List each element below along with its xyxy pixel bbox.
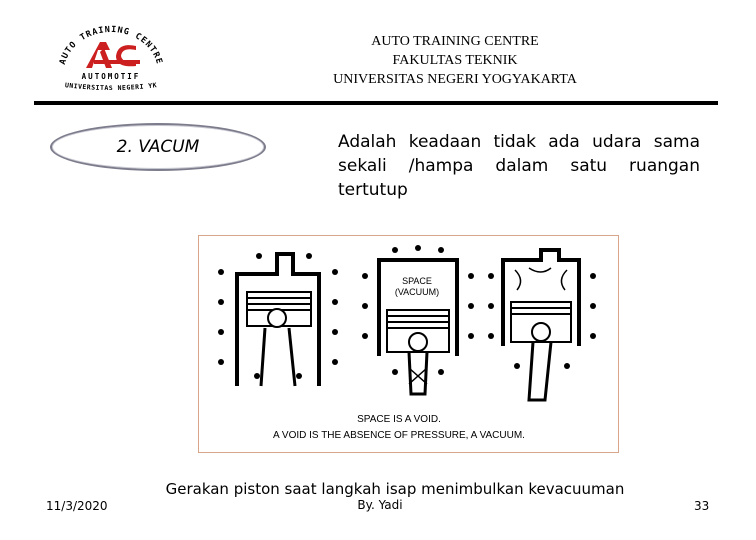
svg-text:UNIVERSITAS NEGERI YK xyxy=(64,81,157,92)
footer-author: By. Yadi xyxy=(357,498,403,512)
footer-date: 11/3/2020 xyxy=(46,499,108,513)
logo-bottom-text: UNIVERSITAS NEGERI YK xyxy=(64,81,158,92)
slide-caption: Gerakan piston saat langkah isap menimbulkan kevacuuman xyxy=(165,480,625,498)
piston-vacuum-figure xyxy=(198,235,619,453)
header-line-2: FAKULTAS TEKNIK xyxy=(392,53,518,68)
header-line-3: UNIVERSITAS NEGERI YOGYAKARTA xyxy=(333,72,577,87)
figure-label-space: SPACE xyxy=(402,276,432,286)
cylinder-3 xyxy=(503,250,579,400)
institution-header xyxy=(290,32,620,89)
figure-label-vacuum: (VACUUM) xyxy=(394,287,440,297)
footer-page-number: 33 xyxy=(694,499,710,513)
logo-atc-emblem xyxy=(86,42,140,68)
topic-title: 2. VACUM xyxy=(116,137,200,157)
logo-top-text: AUTO TRAINING CENTRE xyxy=(57,24,165,66)
auto-training-centre-logo xyxy=(48,20,174,100)
definition-text: Adalah keadaan tidak ada udara sama sekali /hampa dalam satu ruangan tertutup xyxy=(338,132,700,200)
header-divider xyxy=(34,101,718,105)
cylinder-1 xyxy=(237,254,319,386)
header-line-1: AUTO TRAINING CENTRE xyxy=(371,34,539,49)
figure-caption-line-1: SPACE IS A VOID. xyxy=(357,414,441,425)
logo-mid-text: AUTOMOTIF xyxy=(81,72,141,81)
svg-text:AUTO TRAINING CENTRE xyxy=(58,25,164,66)
figure-caption-line-2: A VOID IS THE ABSENCE OF PRESSURE, A VACUUM. xyxy=(273,430,525,441)
